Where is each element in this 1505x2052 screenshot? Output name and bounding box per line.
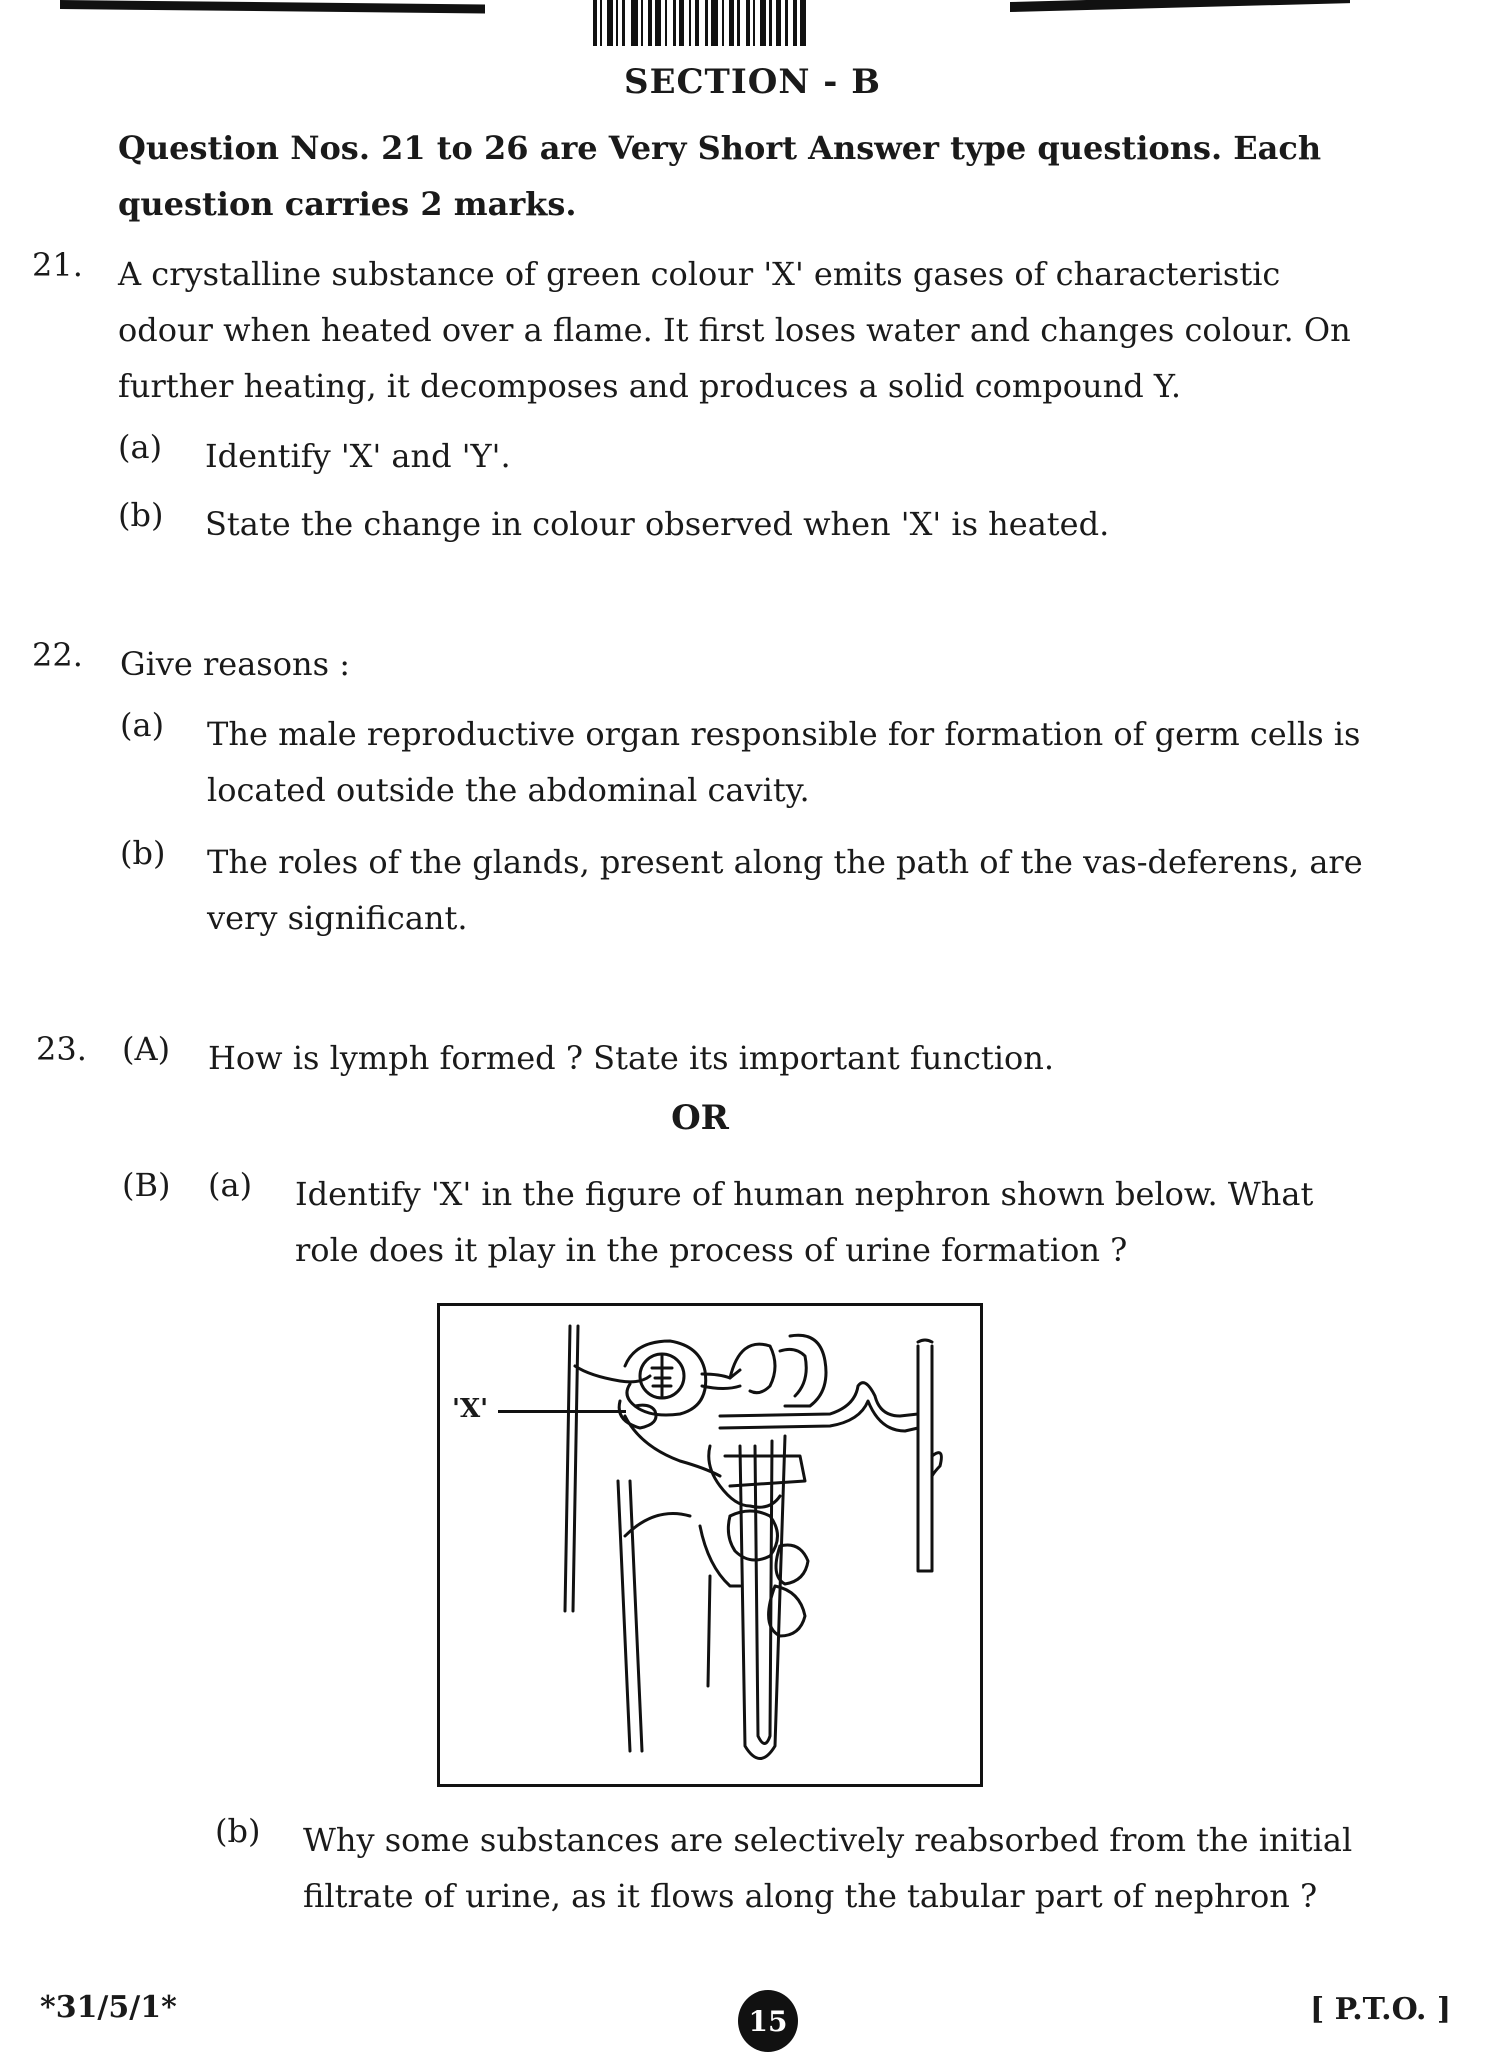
pto-label: [ P.T.O. ] xyxy=(1310,1992,1452,2027)
option-text: How is lymph formed ? State its important function. xyxy=(208,1039,1054,1077)
sub-part-text: The male reproductive organ responsible for formation of germ cells is located outside the abdominal cavity. xyxy=(207,715,1361,809)
sub-part-label: (b) xyxy=(215,1812,261,1850)
sub-part-label: (a) xyxy=(208,1166,253,1204)
question-number: 21. xyxy=(32,246,83,284)
nephron-diagram-icon xyxy=(440,1306,980,1784)
question-number: 22. xyxy=(32,636,83,674)
section-title: SECTION - B xyxy=(624,62,881,102)
page-number-badge: 15 xyxy=(738,1990,798,2052)
paper-code: *31/5/1* xyxy=(40,1990,177,2025)
figure-label-x: 'X' xyxy=(452,1394,489,1424)
option-label: (B) xyxy=(122,1166,171,1204)
sub-part-text: The roles of the glands, present along the path of the vas-deferens, are very significant. xyxy=(207,843,1363,937)
question-number: 23. xyxy=(36,1030,87,1068)
nephron-figure xyxy=(437,1303,983,1787)
sub-part-text: Identify 'X' in the figure of human nephron shown below. What role does it play in the process of urine formation ? xyxy=(295,1175,1314,1269)
question-text: A crystalline substance of green colour 'X' emits gases of characteristic odour when heated over a flame. It first loses water and changes colour. On further heating, it decomposes and produces a solid compound Y. xyxy=(118,255,1351,405)
or-divider: OR xyxy=(671,1098,729,1138)
sub-part-text: Why some substances are selectively reabsorbed from the initial filtrate of urine, as it flows along the tabular part of nephron ? xyxy=(303,1821,1353,1915)
barcode xyxy=(593,0,875,46)
label-pointer-line xyxy=(498,1410,626,1413)
sub-part-label: (b) xyxy=(120,834,166,872)
sub-part-label: (b) xyxy=(118,496,164,534)
sub-part-label: (a) xyxy=(120,706,165,744)
sub-part-text: Identify 'X' and 'Y'. xyxy=(205,437,511,475)
question-text: Give reasons : xyxy=(120,645,350,683)
top-border-line-left xyxy=(60,0,485,13)
section-instructions: Question Nos. 21 to 26 are Very Short Answer type questions. Each question carries 2 marks. xyxy=(118,129,1322,223)
sub-part-label: (a) xyxy=(118,428,163,466)
sub-part-text: State the change in colour observed when 'X' is heated. xyxy=(205,505,1110,543)
top-border-line-right xyxy=(1010,0,1350,12)
option-label: (A) xyxy=(122,1030,171,1068)
